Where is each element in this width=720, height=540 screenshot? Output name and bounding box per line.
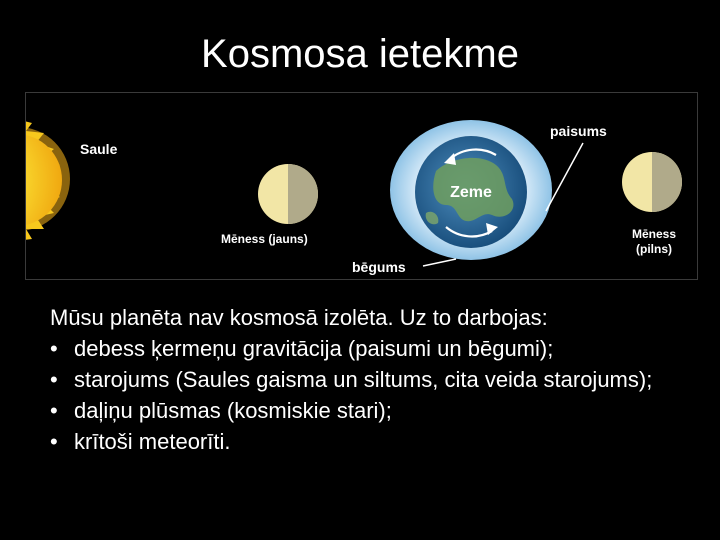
body-text	[50, 302, 700, 457]
sun-icon	[26, 119, 70, 241]
bullet-dot: •	[50, 398, 58, 423]
bullet-dot: •	[50, 429, 58, 454]
sun-label: Saule	[80, 141, 118, 157]
full-moon-label-line2: (pilns)	[636, 242, 672, 256]
bullet-dot: •	[50, 336, 58, 361]
bullet-dot: •	[50, 367, 58, 392]
high-tide-pointer	[546, 143, 583, 211]
bullet-text: debess ķermeņu gravitācija (paisumi un bēgumi);	[74, 336, 554, 361]
slide-title: Kosmosa ietekme	[201, 32, 519, 76]
bullet-item	[50, 364, 700, 395]
bullet-text: krītoši meteorīti.	[74, 429, 231, 454]
full-moon-label-line1: Mēness	[631, 227, 677, 241]
bullet-text: starojums (Saules gaisma un siltums, cita veida starojums);	[74, 367, 653, 392]
bullet-item	[50, 426, 700, 457]
high-tide-label: paisums	[550, 123, 607, 139]
low-tide-pointer	[423, 259, 456, 266]
new-moon-icon	[258, 164, 318, 224]
bullet-item	[50, 395, 700, 426]
tides-illustration	[26, 93, 698, 280]
bullet-item	[50, 333, 700, 364]
bullet-text: daļiņu plūsmas (kosmiskie stari);	[74, 398, 392, 423]
low-tide-label: bēgums	[352, 259, 406, 275]
new-moon-label: Mēness (jauns)	[221, 232, 308, 246]
tides-diagram	[25, 92, 698, 280]
bullet-list	[50, 333, 700, 457]
intro-text: Mūsu planēta nav kosmosā izolēta. Uz to darbojas:	[50, 305, 548, 330]
earth-label: Zeme	[450, 184, 492, 201]
full-moon-icon	[622, 152, 682, 212]
